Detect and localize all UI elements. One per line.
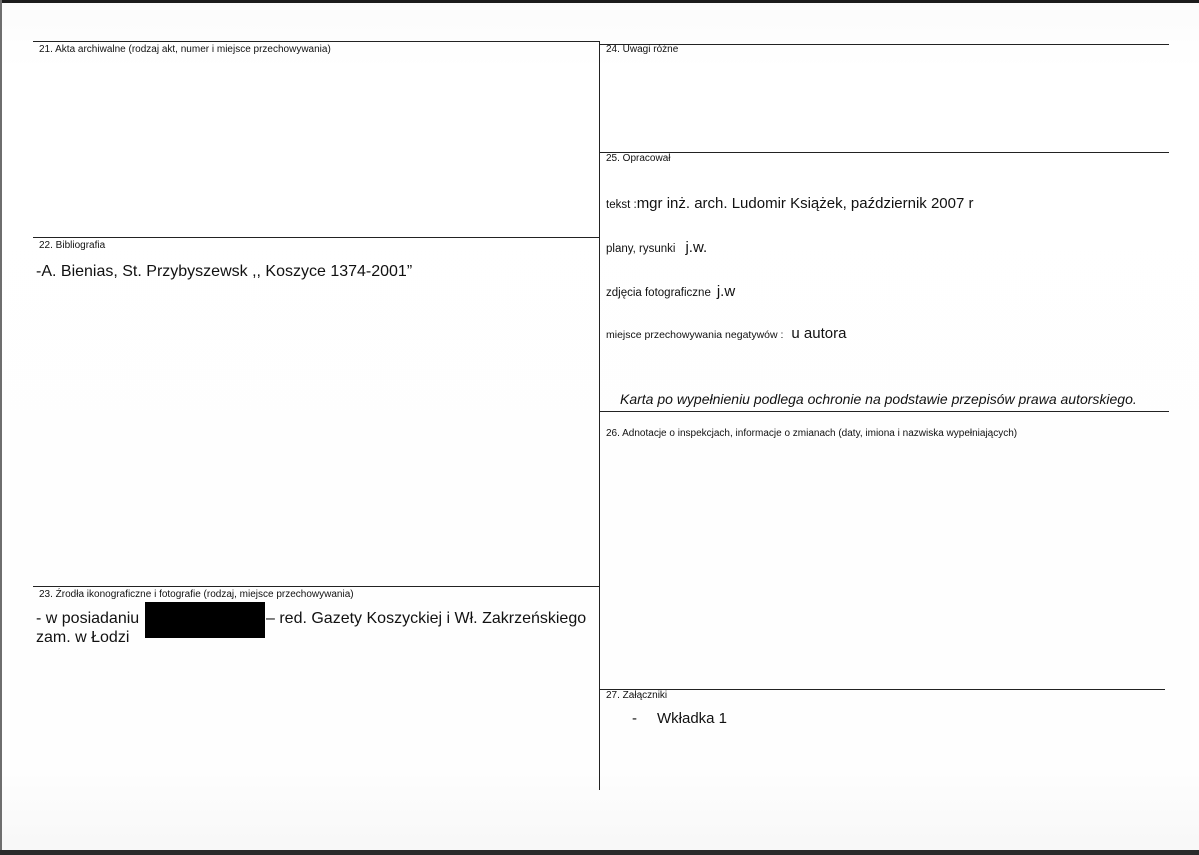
zdjecia-value: j.w [716, 283, 736, 300]
copyright-note: Karta po wypełnieniu podlega ochronie na podstawie przepisów prawa autorskiego. [620, 391, 1137, 407]
attachment-item: Wkładka 1 [657, 710, 728, 727]
miejsce-value: u autora [791, 325, 847, 342]
tekst-label: tekst : [606, 199, 637, 211]
attachment-dash: - [632, 710, 637, 727]
tekst-value: mgr inż. arch. Ludomir Książek, październik 2007 r [636, 195, 974, 212]
redaction-block [145, 602, 265, 638]
section-27-label: 27. Załączniki [606, 690, 668, 701]
plany-value: j.w. [685, 239, 708, 256]
miejsce-label: miejsce przechowywania negatywów : [606, 329, 784, 341]
bibliography-entry: -A. Bienias, St. Przybyszewsk ,, Koszyce 1374-2001” [36, 263, 413, 280]
zdjecia-label: zdjęcia fotograficzne [606, 287, 711, 299]
photos-row [606, 284, 735, 301]
iconography-line1-suffix: – red. Gazety Koszyckiej i Wł. Zakrzeńskiego [266, 610, 587, 627]
plans-row [606, 240, 707, 257]
iconography-line2: zam. w Łodzi [36, 629, 130, 646]
column-divider [599, 42, 600, 790]
section-26-rule [599, 411, 1169, 412]
section-26-label: 26. Adnotacje o inspekcjach, informacje o zmianach (daty, imiona i nazwiska wypełniających) [606, 428, 1018, 439]
scan-edge-top [0, 0, 1199, 3]
scan-edge-bottom [0, 850, 1199, 855]
section-21-label: 21. Akta archiwalne (rodzaj akt, numer i miejsce przechowywania) [39, 44, 331, 55]
negatives-row [606, 326, 846, 343]
iconography-line1-prefix: - w posiadaniu [36, 610, 140, 627]
section-25-rule [599, 152, 1169, 153]
section-21-rule [33, 41, 600, 42]
section-23-rule [33, 586, 600, 587]
section-22-label: 22. Bibliografia [39, 240, 106, 251]
prepared-text-row [606, 196, 974, 213]
section-24-rule [599, 44, 1169, 45]
scan-edge-left [0, 0, 2, 855]
section-22-rule [33, 237, 600, 238]
section-24-label: 24. Uwagi różne [606, 44, 679, 55]
plany-label: plany, rysunki [606, 243, 676, 255]
section-23-label: 23. Źrodła ikonograficzne i fotografie (rodzaj, miejsce przechowywania) [39, 589, 354, 600]
section-27-rule [599, 689, 1165, 690]
section-25-label: 25. Opracował [606, 153, 671, 164]
